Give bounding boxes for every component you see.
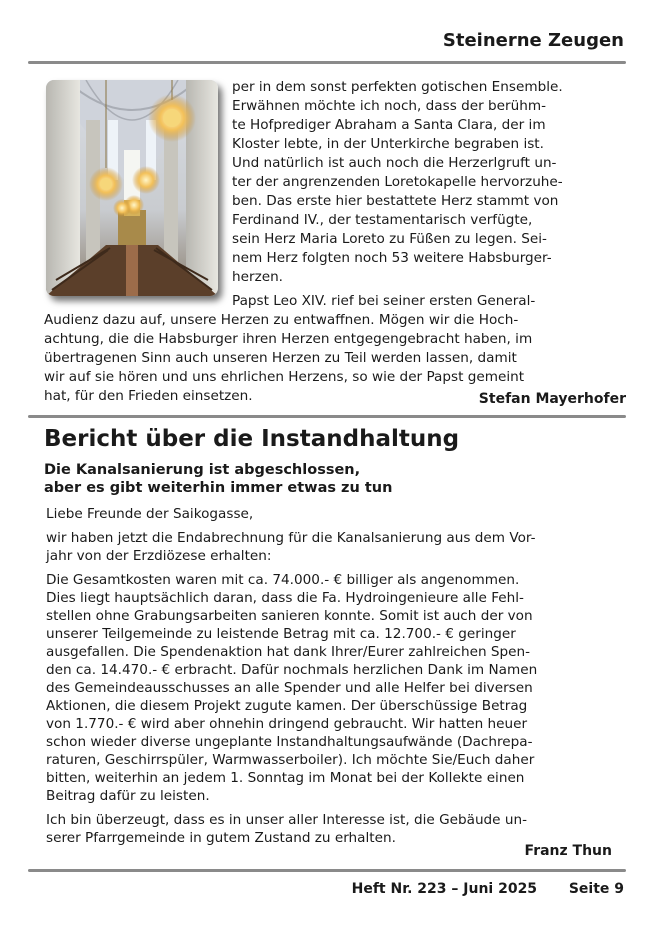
article1-line: te Hofprediger Abraham a Santa Clara, der im xyxy=(232,117,546,133)
church-interior-illustration xyxy=(46,80,218,296)
article2-line: serer Pfarrgemeinde in gutem Zustand zu erhalten. xyxy=(46,830,396,846)
article2-line: Liebe Freunde der Saikogasse, xyxy=(46,506,254,522)
article2-line: raturen, Geschirrspüler, Warmwasserboiler). Ich möchte Sie/Euch daher xyxy=(46,752,535,768)
article2-line: von 1.770.- € wird aber ohnehin dringend gebraucht. Wir hatten heuer xyxy=(46,716,528,732)
article2-line: wir haben jetzt die Endabrechnung für die Kanalsanierung aus dem Vor- xyxy=(46,530,536,546)
article2-line: schon wieder diverse ungeplante Instandhaltungsaufwände (Dachrepa- xyxy=(46,734,533,750)
article2-line: den ca. 14.470.- € erbracht. Dafür nochmals herzlichen Dank im Namen xyxy=(46,662,538,678)
article-divider xyxy=(28,415,626,418)
article1-line: ter der angrenzenden Loretokapelle hervorzuhe- xyxy=(232,174,563,190)
article1-line: Ferdinand IV., der testamentarisch verfügte, xyxy=(232,212,533,228)
article2-line: Dies liegt hauptsächlich daran, dass die Fa. Hydroingenieure alle Fehl- xyxy=(46,590,524,606)
article2-line: ausgefallen. Die Spendenaktion hat dank Ihrer/Eurer zahlreichen Spen- xyxy=(46,644,531,660)
article1-author: Stefan Mayerhofer xyxy=(478,391,626,407)
article2-line: unserer Teilgemeinde zu leistende Betrag mit ca. 12.700.- € geringer xyxy=(46,626,516,642)
article1-line: wir auf sie hören und uns ehrlichen Herzens, so wie der Papst gemeint xyxy=(44,369,525,385)
article1-line: hat, für den Frieden einsetzen. xyxy=(44,388,253,404)
issue-label: Heft Nr. 223 – Juni 2025 xyxy=(351,881,538,897)
article1-line: Papst Leo XIV. rief bei seiner ersten General- xyxy=(232,293,536,309)
article2-line: Aktionen, die diesem Projekt zugute kamen. Der überschüssige Betrag xyxy=(46,698,528,714)
article1-line: per in dem sonst perfekten gotischen Ensemble. xyxy=(232,79,563,95)
article1-line: nem Herz folgten noch 53 weitere Habsburger- xyxy=(232,250,552,266)
article2-line: bitten, weiterhin an jedem 1. Sonntag im Monat bei der Kollekte einen xyxy=(46,770,525,786)
article1-line: achtung, die die Habsburger ihren Herzen entgegengebracht haben, im xyxy=(44,331,533,347)
article2-line: jahr von der Erzdiözese erhalten: xyxy=(46,548,272,564)
article2-title: Bericht über die Instandhaltung xyxy=(44,426,460,452)
article1-line: Und natürlich ist auch noch die Herzerlgruft un- xyxy=(232,155,557,171)
article2-subtitle-line: aber es gibt weiterhin immer etwas zu tun xyxy=(44,480,393,496)
article2-line: des Gemeindeausschusses an alle Spender und alle Helfer bei diversen xyxy=(46,680,533,696)
footer-divider xyxy=(28,869,626,872)
page-footer xyxy=(352,881,624,897)
article1-line: ben. Das erste hier bestattete Herz stammt von xyxy=(232,193,559,209)
article2-line: stellen ohne Grabungsarbeiten sanieren konnte. Somit ist auch der von xyxy=(46,608,533,624)
article1-line: übertragenen Sinn auch unseren Herzen zu Teil werden lassen, damit xyxy=(44,350,517,366)
page-number: Seite 9 xyxy=(568,881,624,897)
header-divider xyxy=(28,61,626,64)
article1-line: Kloster lebte, in der Unterkirche begraben ist. xyxy=(232,136,544,152)
article2-line: Die Gesamtkosten waren mit ca. 74.000.- € billiger als angenommen. xyxy=(46,572,520,588)
church-interior-photo xyxy=(46,80,218,296)
article2-subtitle-line: Die Kanalsanierung ist abgeschlossen, xyxy=(44,462,361,478)
article1-line: herzen. xyxy=(232,269,284,285)
article2-line: Beitrag dafür zu leisten. xyxy=(46,788,210,804)
article1-line: Erwähnen möchte ich noch, dass der berühm- xyxy=(232,98,546,114)
article2-line: Ich bin überzeugt, dass es in unser aller Interesse ist, die Gebäude un- xyxy=(46,812,528,828)
article1-line: sein Herz Maria Loreto zu Füßen zu legen. Sei- xyxy=(232,231,547,247)
section-title: Steinerne Zeugen xyxy=(442,30,624,51)
article2-author: Franz Thun xyxy=(524,843,612,859)
article1-line: Audienz dazu auf, unsere Herzen zu entwaffnen. Mögen wir die Hoch- xyxy=(44,312,519,328)
